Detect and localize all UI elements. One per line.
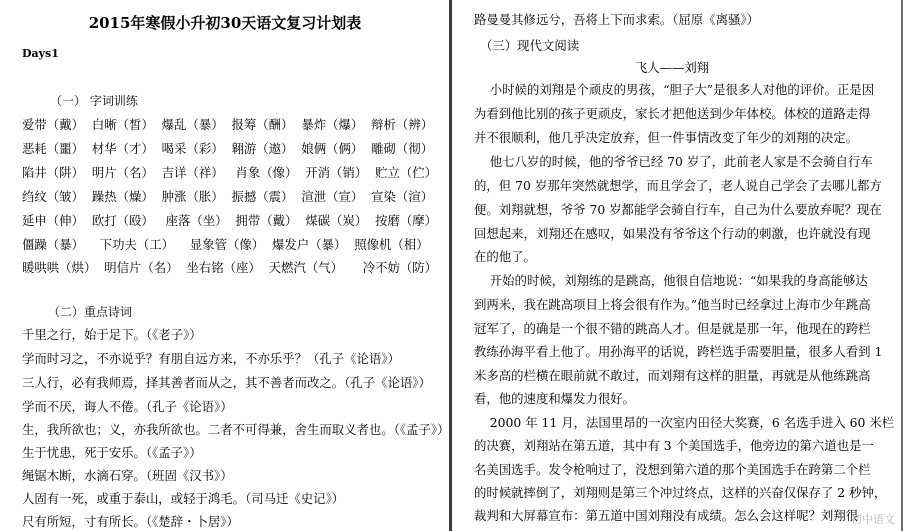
word-row: 绉纹（皱） 躁热（燥） 肿涨（胀） 振撼（震） 渲泄（宣） 宣染（渲） (22, 189, 434, 204)
article-line: 小时候的刘翔是个顽皮的男孩，“胆子大”是很多人对他的评价。正是因 (474, 82, 875, 97)
article-line: 开始的时候，刘翔练的是跳高，他很自信地说：“如果我的身高能够达 (474, 273, 868, 288)
section-heading-reading: （三）现代文阅读 (480, 38, 580, 53)
article-line: 看，他的速度和爆发力很好。 (474, 391, 636, 406)
poem-line: 人固有一死，或重于泰山，或轻于鸿毛。（司马迁《史记》） (22, 491, 345, 506)
poem-line: 生，我所欲也；义，亦我所欲也。二者不可得兼，舍生而取义者也。（《孟子》） (22, 422, 450, 437)
article-line: 米多高的栏横在眼前就不敢过，而刘翔有这样的胆量，再就是从他练跳高 (474, 368, 871, 383)
article-line: 回想起来，刘翔还在感叹，如果没有爷爷这个行动的刺激，也许就没有现 (474, 226, 871, 241)
document-title: 2015年寒假小升初30天语文复习计划表 (88, 14, 362, 32)
poem-line: 学而不厌，诲人不倦。（孔子《论语》） (22, 399, 233, 414)
article-line: 的决赛，刘翔站在第五道，其中有 3 个美国选手，他旁边的第六道也是一 (474, 438, 874, 453)
article-line: 的，但 70 岁那年突然就想学，而且学会了，老人说自己学会了去哪儿都方 (474, 178, 882, 193)
article-line: 他七八岁的时候，他的爷爷已经 70 岁了，此前老人家是不会骑自行车 (474, 154, 873, 169)
word-row: 僵躁（暴） 下功夫（工） 显象管（像） 爆发户（暴） 照像机（相） (22, 237, 429, 252)
poem-line: 尺有所短，寸有所长。（《楚辞・卜居》） (22, 514, 239, 529)
poem-line: 路曼曼其修远兮，吾将上下而求索。（屈原《离骚》） (474, 12, 759, 27)
article-line: 为看到他比别的孩子更顽皮，家长才把他送到少年体校。体校的道路走得 (474, 106, 871, 121)
word-row: 暖哄哄（烘） 明信片（名） 坐右铭（座） 天燃汽（气） 冷不妨（防） (22, 260, 438, 275)
left-page (0, 0, 450, 531)
word-row: 陷井（阱） 明片（名） 吉详（祥） 肖象（像） 开消（销） 贮立（伫） (22, 165, 438, 180)
word-row: 恶耗（噩） 材华（才） 喝采（彩） 翱游（遨） 娘俩（俩） 雕砌（彻） (22, 141, 434, 156)
right-page (452, 0, 903, 531)
word-row: 延申（伸） 欧打（殴） 座落（坐） 拥带（戴） 煤碳（炭） 按磨（摩） (22, 213, 438, 228)
article-line: 2000 年 11 月，法国里昂的一次室内田径大奖赛，6 名选手进入 60 米栏 (474, 415, 895, 430)
section-heading-poems: （二）重点诗词 (48, 305, 133, 319)
word-row: 爱带（戴） 白晰（皙） 爆乱（暴） 报筹（酬） 暴炸（爆） 辩析（辨） (22, 117, 434, 132)
poem-line: 学而时习之，不亦说乎？有朋自远方来，不亦乐乎？（孔子《论语》） (22, 351, 400, 366)
article-title: 飞人——刘翔 (634, 60, 710, 75)
watermark-text: 初中语文 (851, 513, 895, 526)
article-line: 便。刘翔就想，爷爷 70 岁都能学会骑自行车，自己为什么要放弃呢？现在 (474, 202, 882, 217)
section-heading-words: （一） 字词训练 (50, 94, 138, 108)
article-line: 并不很顺利，他几乎决定放弃，但一件事情改变了年少的刘翔的决定。 (474, 130, 859, 145)
article-line: 在的他了。 (474, 249, 536, 264)
article-line: 冠军了，的确是一个很不错的跳高人才。但是就是那一年，他现在的跨栏 (474, 321, 871, 336)
article-line: 裁判和大屏幕宣布：第五道中国刘翔没有成绩。怎么会这样呢？刘翔很 (474, 508, 859, 523)
poem-line: 绳锯木断，水滴石穿。（班固《汉书》） (22, 468, 233, 483)
poem-line: 千里之行，始于足下。（《老子》） (22, 327, 202, 342)
poem-line: 三人行，必有我师焉，择其善者而从之，其不善者而改之。（孔子《论语》） (22, 375, 431, 390)
article-line: 教练孙海平看上他了。用孙海平的话说，跨栏选手需要胆量，很多人看到 1 (474, 344, 883, 359)
article-line: 到两米，我在跳高项目上将会很有作为。”他当时已经拿过上海市少年跳高 (474, 297, 871, 312)
day-label: Days1 (22, 47, 59, 60)
article-line: 的时候就摔倒了，刘翔则是第三个冲过终点，这样的兴奋仅保存了 2 秒钟， (474, 485, 887, 500)
article-line: 名美国选手。发令枪响过了，没想到第六道的那个美国选手在跨第二个栏 (474, 462, 871, 477)
poem-line: 生于忧患，死于安乐。（《孟子》） (22, 445, 202, 460)
